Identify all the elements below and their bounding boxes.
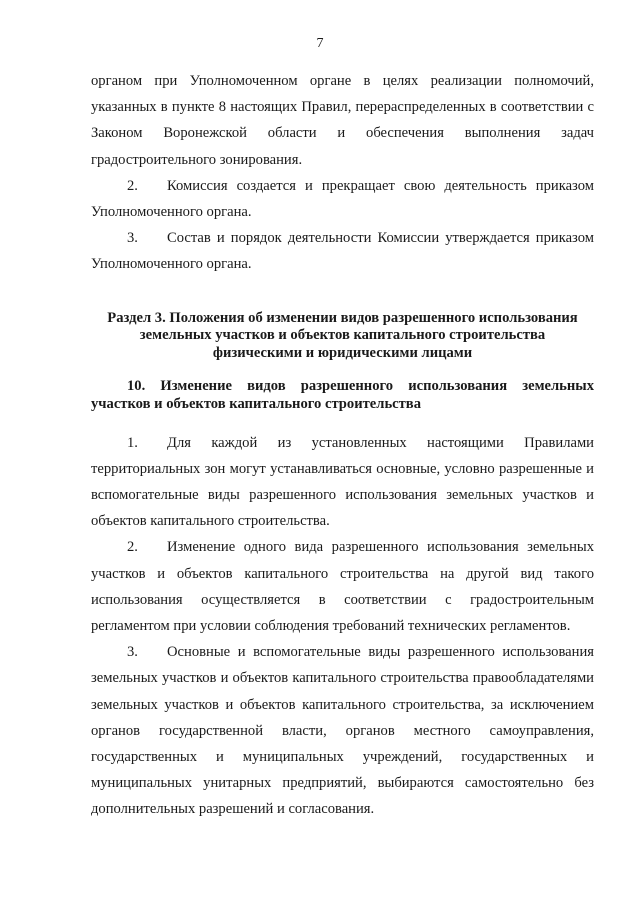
item-text: Комиссия создается и прекращает свою деятельность приказом Уполномоченного органа.	[91, 177, 594, 221]
article-item-3	[91, 639, 594, 822]
intro-item-2	[91, 173, 594, 225]
item-number: 2.	[127, 177, 138, 194]
section-heading-line: земельных участков и объектов капитального строительства	[139, 327, 546, 344]
intro-item-3	[91, 225, 594, 277]
spacer	[91, 278, 594, 310]
spacer	[91, 362, 594, 378]
article-item-1	[91, 430, 594, 535]
page-content	[91, 68, 594, 823]
item-text: Состав и порядок деятельности Комиссии утверждается приказом Уполномоченного органа.	[91, 230, 594, 273]
section-heading-line: Раздел 3. Положения об изменении видов разрешенного использования	[107, 309, 578, 326]
paragraph-continuation: органом при Уполномоченном органе в целях реализации полномочий, указанных в пункте 8 настоящих Правил, перераспределенных в соответствии с Законом Воронежской области и обеспечения выполнения задач градостроительного зонирования.	[91, 73, 594, 168]
item-text: Основные и вспомогательные виды разрешенного использования земельных участков и объектов капитального строительства правообладателями земельных участков и объектов капитального строительства, за исключением органов государственной власти, органов местного самоуправления, государственных и муниципальных учреждений, государственных и муниципальных унитарных предприятий, выбираются самостоятельно без дополнительных разрешений и согласования.	[91, 644, 594, 818]
item-text: Для каждой из установленных настоящими Правилами территориальных зон могут устанавливаться основные, условно разрешенные и вспомогательные виды разрешенного использования земельных участков и объектов капитального строительства.	[91, 434, 594, 530]
item-number: 1.	[127, 434, 138, 451]
spacer	[91, 414, 594, 430]
item-number: 3.	[127, 644, 138, 661]
article-item-2	[91, 534, 594, 639]
section-heading	[91, 310, 594, 363]
article-heading: 10. Изменение видов разрешенного использования земельных участков и объектов капитального строительства	[91, 378, 594, 412]
page-number: 7	[316, 36, 324, 51]
item-text: Изменение одного вида разрешенного использования земельных участков и объектов капитального строительства на другой вид такого использования осуществляется в соответствии с градостроительным регламентом при условии соблюдения требований технических регламентов.	[91, 539, 594, 635]
section-heading-line: физическими и юридическими лицами	[212, 344, 473, 361]
item-number: 2.	[127, 539, 138, 556]
item-number: 3.	[127, 230, 138, 247]
